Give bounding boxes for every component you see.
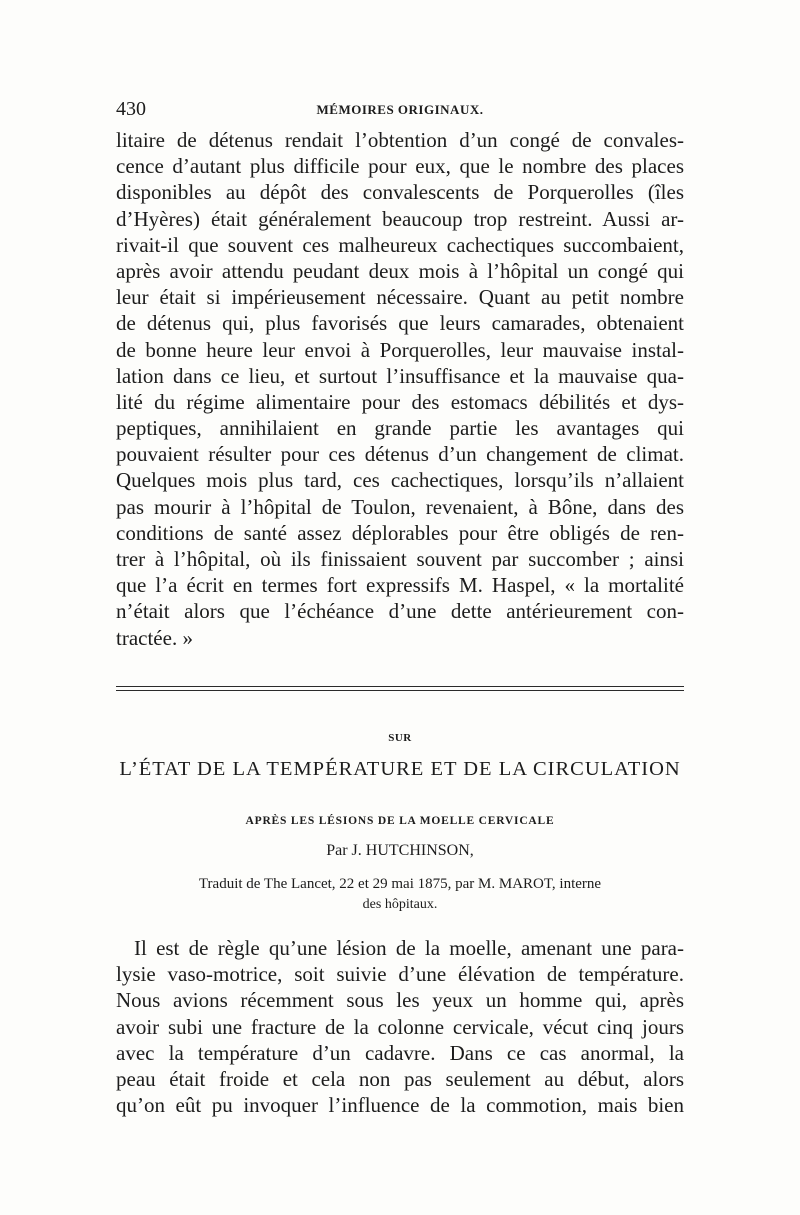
page-number: 430 [116,98,146,120]
text-line: d’Hyères) était généralement beaucoup trop restreint. Aussi ar- [116,206,684,231]
text-line: lysie vaso-motrice, soit suivie d’une élévation de température. [116,962,684,987]
running-head [116,98,684,124]
text-line: après avoir attendu peudant deux mois à l’hôpital un congé qui [116,258,684,283]
article-body-text [116,935,684,1118]
text-line: peau était froide et cela non pas seulement au début, alors [116,1066,684,1091]
text-line: cence d’autant plus difficile pour eux, que le nombre des places [116,154,684,179]
text-line: trer à l’hôpital, où ils finissaient souvent par succomber ; ainsi [116,547,684,571]
text-line: Il est de règle qu’une lésion de la moelle, amenant une para- [134,936,684,960]
text-line: peptiques, annihilaient en grande partie les avantages qui [116,416,684,441]
text-line: disponibles au dépôt des convalescents de Porquerolles (îles [116,180,684,205]
text-line: conditions de santé assez déplorables pour être obligés de ren- [116,520,684,545]
text-line: avoir subi une fracture de la colonne cervicale, vécut cinq jours [116,1014,684,1039]
text-line: Nous avions récemment sous les yeux un homme qui, après [116,988,684,1013]
text-line: lité du régime alimentaire pour des estomacs débilités et dys- [116,389,684,414]
text-line: de détenus qui, plus favorisés que leurs camarades, obtenaient [116,311,684,336]
text-line: tractée. » [116,625,193,650]
text-line: rivait-il que souvent ces malheureux cachectiques succombaient, [116,232,684,257]
text-line: qu’on eût pu invoquer l’influence de la commotion, mais bien [116,1093,684,1118]
text-line: n’était alors que l’échéance d’une dette antérieurement con- [116,599,684,624]
text-line: Quelques mois plus tard, ces cachectiques, lorsqu’ils n’allaient [116,468,684,493]
text-line: pouvaient résulter pour ces détenus d’un changement de climat. [116,442,684,467]
section-divider-rule [116,686,684,691]
article-pre-title: SUR [388,732,412,744]
text-line: que l’a écrit en termes fort expressifs M. Haspel, « la mortalité [116,573,684,598]
article-translation-note: Traduit de The Lancet, 22 et 29 mai 1875, par M. MAROT, interne [198,876,602,892]
text-line: lation dans ce lieu, et surtout l’insuffisance et la mauvaise qua- [116,363,684,388]
article-title: L’ÉTAT DE LA TEMPÉRATURE ET DE LA CIRCULATION [119,758,681,780]
text-line: avec la température d’un cadavre. Dans ce cas anormal, la [116,1040,684,1065]
text-line: pas mourir à l’hôpital de Toulon, revenaient, à Bône, dans des [116,494,684,519]
article-subtitle: APRÈS LES LÉSIONS DE LA MOELLE CERVICALE [245,815,555,827]
article-translation-note: des hôpitaux. [362,897,438,912]
continued-article-text [116,127,684,651]
article-author: Par J. HUTCHINSON, [326,842,474,859]
running-head-title: MÉMOIRES ORIGINAUX. [316,102,484,117]
text-line: leur était si impérieusement nécessaire. Quant au petit nombre [116,285,684,310]
text-line: de bonne heure leur envoi à Porquerolles, leur mauvaise instal- [116,337,684,362]
text-line: litaire de détenus rendait l’obtention d’un congé de convales- [116,128,684,152]
